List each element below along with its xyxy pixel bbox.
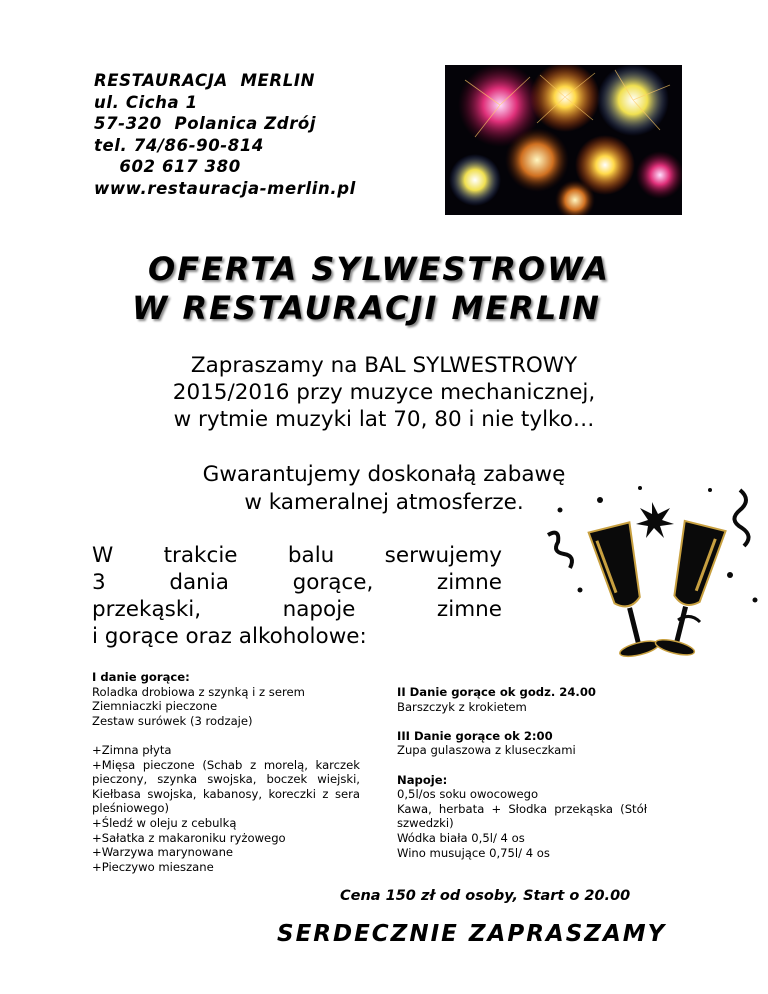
invite-line-3: w rytmie muzyki lat 70, 80 i nie tylko…: [173, 407, 595, 432]
fireworks-icon: [445, 65, 682, 215]
cold-item: +Warzywa marynowane: [92, 845, 234, 860]
serve-line-4: i gorące oraz alkoholowe:: [92, 624, 367, 649]
drink-item: Wódka biała 0,5l/ 4 os: [397, 830, 525, 845]
fireworks-image: [445, 65, 682, 215]
phone-primary: tel. 74/86-90-814: [94, 135, 264, 155]
website-address: www.restauracja-merlin.pl: [94, 178, 356, 198]
headline-line-1: OFERTA SYLWESTROWA: [148, 250, 610, 288]
menu-left-column: [92, 670, 360, 874]
second-course-title: II Danie gorące ok godz. 24.00: [397, 685, 596, 699]
invite-line-1: Zapraszamy na BAL SYLWESTROWY: [190, 353, 578, 378]
drink-item: 0,5l/os soku owocowego: [397, 787, 539, 802]
first-course-item: Roladka drobiowa z szynką i z serem: [92, 684, 305, 699]
contact-block: [94, 70, 356, 199]
roast-meats-item: +Mięsa pieczone (Schab z morelą, karczek pieczony, szynka swojska, boczek wiejski, Kiełbasa swojska, kabanosy, koreczki z sera pleśniowego): [92, 757, 360, 816]
menu-right-column: [397, 685, 647, 860]
city-address: 57-320 Polanica Zdrój: [94, 114, 317, 133]
third-course-item: Zupa gulaszowa z kluseczkami: [397, 743, 576, 758]
guarantee-line-1: Gwarantujemy doskonałą zabawę: [202, 462, 566, 487]
third-course-title: III Danie gorące ok 2:00: [397, 728, 553, 743]
first-course-item: Ziemniaczki pieczone: [92, 699, 218, 714]
cold-item: +Pieczywo mieszane: [92, 859, 214, 874]
drink-item: Wino musujące 0,75l/ 4 os: [397, 845, 550, 860]
street-address: ul. Cicha 1: [94, 92, 198, 112]
serve-line-3: przekąski, napoje zimne: [92, 597, 502, 622]
serve-line-1: W trakcie balu serwujemy: [92, 543, 502, 568]
champagne-glasses-icon: [530, 480, 765, 670]
price-start-info: Cena 150 zł od osoby, Start o 20.00: [340, 888, 631, 904]
serve-text: [92, 542, 502, 650]
first-course-item: Zestaw surówek (3 rodzaje): [92, 713, 253, 728]
drink-item: Kawa, herbata + Słodka przekąska (Stół szwedzki): [397, 801, 647, 831]
cold-item: +Sałatka z makaroniku ryżowego: [92, 830, 286, 845]
invite-line-2: 2015/2016 przy muzyce mechanicznej,: [172, 380, 596, 405]
champagne-glasses-image: [530, 480, 765, 670]
serve-line-2: 3 dania gorące, zimne: [92, 570, 502, 595]
first-course-title: I danie gorące:: [92, 670, 190, 684]
headline-line-2: W RESTAURACJI MERLIN: [132, 289, 601, 327]
cold-platter-title: +Zimna płyta: [92, 742, 172, 757]
phone-secondary: 602 617 380: [94, 157, 241, 176]
cold-item: +Śledź w oleju z cebulką: [92, 815, 237, 830]
closing-invitation: SERDECZNIE ZAPRASZAMY: [277, 921, 667, 947]
drinks-title: Napoje:: [397, 772, 448, 787]
invitation-text: [60, 352, 708, 433]
guarantee-line-2: w kameralnej atmosferze.: [244, 490, 524, 515]
restaurant-name: RESTAURACJA MERLIN: [94, 71, 315, 90]
second-course-item: Barszczyk z krokietem: [397, 699, 527, 714]
